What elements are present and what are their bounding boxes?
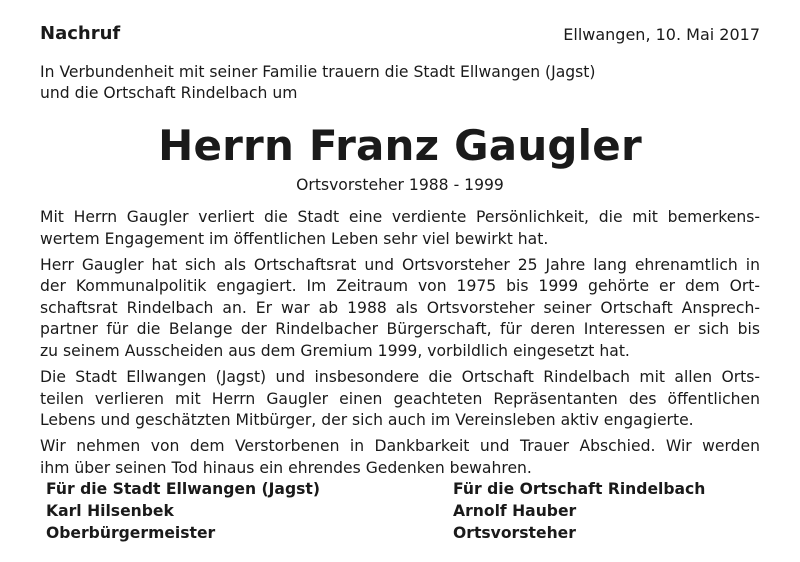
text-line: ihm über seinen Tod hinaus ein ehrendes Gedenken bewahren. (40, 458, 532, 477)
signature-role: Oberbürgermeister (46, 524, 216, 542)
text-line: Wir nehmen von dem Verstorbenen in Dankbarkeit und Trauer Abschied. Wir werden (40, 437, 760, 456)
text-line: Mit Herrn Gaugler verliert die Stadt eine verdiente Persönlichkeit, die mit bemerkens- (40, 208, 760, 226)
paragraph (40, 255, 760, 363)
text-line: Lebens und geschätzten Mitbürger, der sich auch im Vereinsleben aktiv engagierte. (40, 411, 694, 430)
intro-line: und die Ortschaft Rindelbach um (40, 84, 298, 102)
text-line: partner für die Belange der Rindelbacher Bürgerschaft, für deren Interessen er sich bis (40, 320, 760, 339)
intro-text (40, 62, 760, 104)
text-line: schaftsrat Rindelbach an. Er war ab 1988 als Ortsvorsteher seiner Ortschaft Ansprech- (40, 298, 760, 317)
signature-name: Karl Hilsenbek (46, 502, 174, 520)
text-line: teilen verlieren mit Herrn Gaugler einen geachteten Repräsentanten des öffentlichen (40, 389, 760, 408)
text-line: der Kommunalpolitik engagiert. Im Zeitraum von 1975 bis 1999 gehörte er dem Ort- (40, 277, 760, 296)
deceased-title: Ortsvorsteher 1988 - 1999 (296, 176, 504, 194)
paragraph (40, 367, 760, 432)
text-line: zu seinem Ausscheiden aus dem Gremium 1999, vorbildlich eingesetzt hat. (40, 341, 630, 360)
paragraph (40, 436, 760, 479)
place-date: Ellwangen, 10. Mai 2017 (563, 25, 760, 44)
signature-name: Arnolf Hauber (453, 502, 577, 520)
signature-org: Für die Stadt Ellwangen (Jagst) (46, 480, 320, 498)
body-text (40, 207, 760, 484)
signature-role: Ortsvorsteher (453, 524, 576, 542)
text-line: Die Stadt Ellwangen (Jagst) und insbesondere die Ortschaft Rindelbach mit allen Orts- (40, 367, 760, 386)
deceased-name: Herrn Franz Gaugler (158, 121, 642, 170)
signature-block-village (453, 478, 705, 544)
notice-label: Nachruf (40, 23, 121, 44)
signature-org: Für die Ortschaft Rindelbach (453, 480, 706, 498)
text-line: wertem Engagement im öffentlichen Leben sehr viel bewirkt hat. (40, 229, 549, 248)
signature-block-city (46, 478, 320, 544)
paragraph (40, 207, 760, 250)
intro-line: In Verbundenheit mit seiner Familie trauern die Stadt Ellwangen (Jagst) (40, 63, 596, 81)
text-line: Herr Gaugler hat sich als Ortschaftsrat und Ortsvorsteher 25 Jahre lang ehrenamtlich in (40, 255, 760, 274)
